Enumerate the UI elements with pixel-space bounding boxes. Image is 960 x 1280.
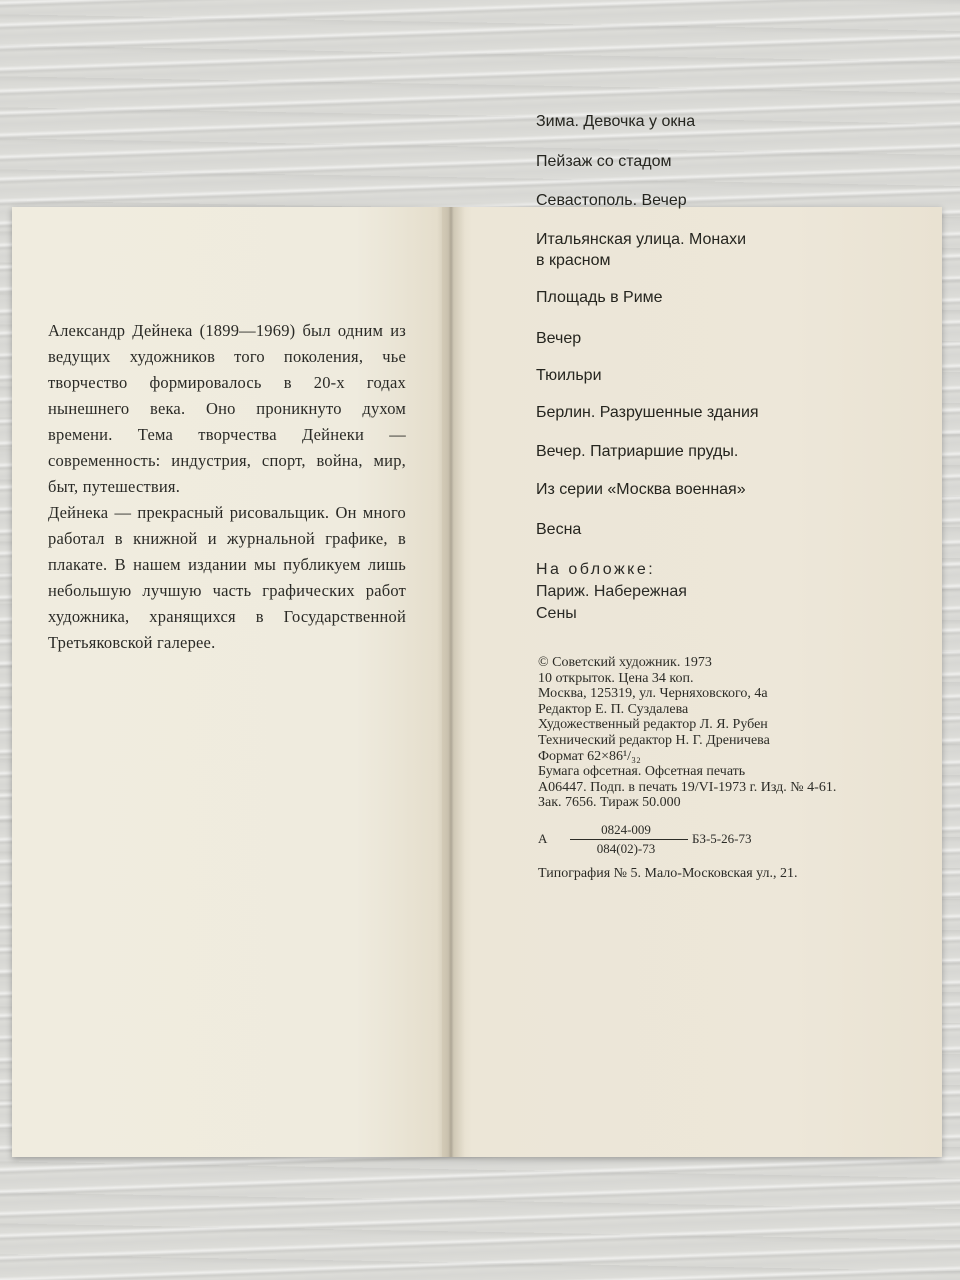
artwork-title: Площадь в Риме xyxy=(536,289,663,306)
artwork-title: Вечер xyxy=(536,330,582,347)
cover-caption xyxy=(536,559,836,625)
code-letter: А xyxy=(538,831,548,846)
imprint-line: Художественный редактор Л. Я. Рубен xyxy=(538,717,768,733)
intro-paragraph: Дейнека — прекрасный рисовальщик. Он много работал в книжной и журнальной графике, в плакате. В нашем издании мы публикуем лишь небольшую лучшую часть графических работ художника, хранящихся в Государственной Третьяковской галерее. xyxy=(48,503,406,652)
cover-title: Париж. Набережная xyxy=(536,583,687,600)
fraction-line xyxy=(570,839,688,840)
artwork-title: Вечер. Патриаршие пруды. xyxy=(536,443,739,460)
imprint-line: Технический редактор Н. Г. Дреничева xyxy=(538,732,770,748)
artwork-title: Берлин. Разрушенные здания xyxy=(536,404,759,421)
imprint-line: Зак. 7656. Тираж 50.000 xyxy=(538,795,681,811)
artwork-title: Весна xyxy=(536,521,582,538)
imprint-line: Формат 62×86¹/₃₂ xyxy=(538,748,641,764)
catalog-code xyxy=(538,822,798,858)
artwork-title: Тюильри xyxy=(536,367,602,384)
intro-text xyxy=(48,318,406,656)
code-denominator: 084(02)-73 xyxy=(596,841,656,856)
imprint-line: 10 открыток. Цена 34 коп. xyxy=(538,670,694,686)
imprint-line: А06447. Подп. в печать 19/VI-1973 г. Изд. № 4-61. xyxy=(538,779,837,795)
center-fold xyxy=(437,207,465,1157)
artwork-title: Из серии «Москва военная» xyxy=(536,481,746,498)
cover-label: На обложке: xyxy=(536,561,656,578)
cover-title-cont: Сены xyxy=(536,605,577,622)
imprint-block xyxy=(538,655,958,811)
imprint-line: Москва, 125319, ул. Черняховского, 4а xyxy=(538,686,768,702)
imprint-line: Редактор Е. П. Суздалева xyxy=(538,701,689,717)
artwork-title: Пейзаж со стадом xyxy=(536,153,672,170)
imprint-line: © Советский художник. 1973 xyxy=(538,655,712,670)
artwork-title: Итальянская улица. Монахи xyxy=(536,231,747,248)
code-numerator: 0824-009 xyxy=(601,822,651,837)
artwork-title-cont: в красном xyxy=(536,252,611,269)
intro-paragraph: Александр Дейнека (1899—1969) был одним из ведущих художников того поколения, чье творчество формировалось в 20-х годах нынешнего века. Оно проникнуто духом времени. Тема творчества Дейнеки — современность: индустрия, спорт, война, мир, быт, путешествия. xyxy=(48,321,406,496)
artwork-title: Севастополь. Вечер xyxy=(536,192,687,209)
printer-line: Типография № 5. Мало-Московская ул., 21. xyxy=(538,866,798,881)
imprint-line: Бумага офсетная. Офсетная печать xyxy=(538,764,746,780)
code-right: БЗ-5-26-73 xyxy=(692,831,752,846)
artwork-title: Зима. Девочка у окна xyxy=(536,113,696,130)
